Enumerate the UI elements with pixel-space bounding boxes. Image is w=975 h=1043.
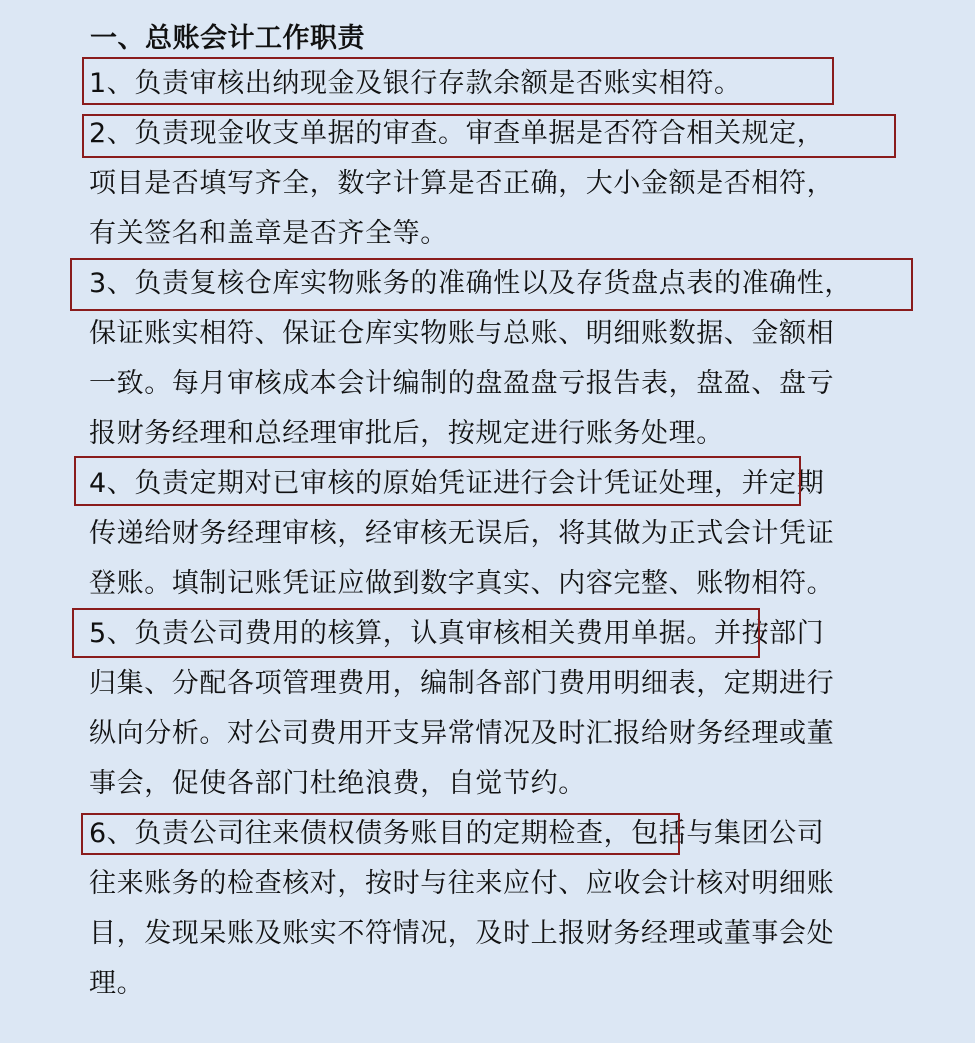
text-line: 2、负责现金收支单据的审查。审查单据是否符合相关规定， <box>89 118 825 149</box>
text-line: 报财务经理和总经理审批后，按规定进行账务处理。 <box>89 418 724 449</box>
text-line: 保证账实相符、保证仓库实物账与总账、明细账数据、金额相 <box>89 318 835 349</box>
text-line: 纵向分析。对公司费用开支异常情况及时汇报给财务经理或董 <box>89 718 835 749</box>
highlight-box <box>82 114 896 158</box>
section-heading: 一、总账会计工作职责 <box>90 23 365 54</box>
text-line: 5、负责公司费用的核算，认真审核相关费用单据。并按部门 <box>89 618 825 649</box>
highlight-box <box>72 608 760 658</box>
text-line: 传递给财务经理审核，经审核无误后，将其做为正式会计凭证 <box>89 518 835 549</box>
text-line: 3、负责复核仓库实物账务的准确性以及存货盘点表的准确性， <box>89 268 852 299</box>
text-line: 6、负责公司往来债权债务账目的定期检查，包括与集团公司 <box>89 818 825 849</box>
text-line: 理。 <box>89 968 145 999</box>
highlight-box <box>74 456 801 506</box>
text-line: 往来账务的检查核对，按时与往来应付、应收会计核对明细账 <box>89 868 835 899</box>
text-line: 4、负责定期对已审核的原始凭证进行会计凭证处理，并定期 <box>89 468 825 499</box>
text-line: 登账。填制记账凭证应做到数字真实、内容完整、账物相符。 <box>89 568 835 599</box>
text-line: 有关签名和盖章是否齐全等。 <box>89 218 448 249</box>
text-line: 项目是否填写齐全，数字计算是否正确，大小金额是否相符， <box>89 168 835 199</box>
text-line: 一致。每月审核成本会计编制的盘盈盘亏报告表，盘盈、盘亏 <box>89 368 835 399</box>
highlight-box <box>82 57 834 105</box>
text-line: 目，发现呆账及账实不符情况，及时上报财务经理或董事会处 <box>89 918 835 949</box>
highlight-box <box>81 813 680 855</box>
highlight-box <box>70 258 913 311</box>
text-line: 事会，促使各部门杜绝浪费，自觉节约。 <box>89 768 586 799</box>
text-line: 归集、分配各项管理费用，编制各部门费用明细表，定期进行 <box>89 668 835 699</box>
text-line: 1、负责审核出纳现金及银行存款余额是否账实相符。 <box>89 68 742 99</box>
